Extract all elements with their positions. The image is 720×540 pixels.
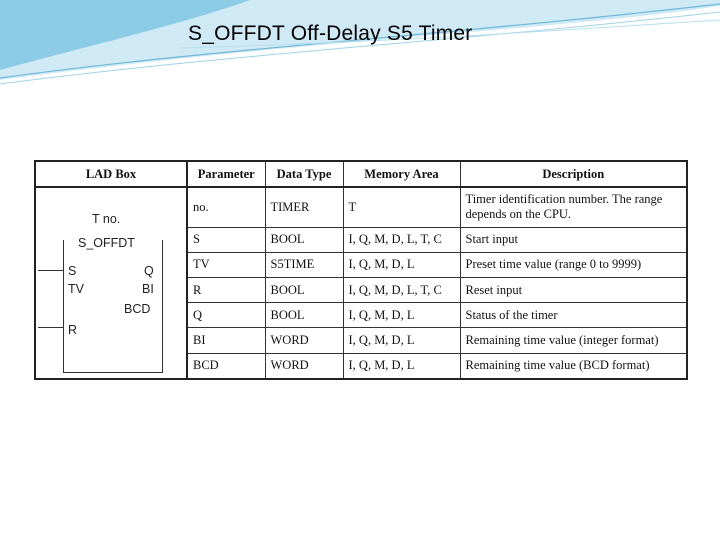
lad-timer-number: T no. bbox=[92, 212, 121, 226]
cell-memory-area: I, Q, M, D, L bbox=[343, 328, 460, 353]
cell-memory-area: I, Q, M, D, L bbox=[343, 303, 460, 328]
cell-data-type: S5TIME bbox=[265, 252, 343, 277]
cell-parameter: BI bbox=[187, 328, 265, 353]
header-memory-area: Memory Area bbox=[343, 161, 460, 187]
lad-pin-bcd: BCD bbox=[124, 302, 151, 316]
cell-memory-area: I, Q, M, D, L bbox=[343, 353, 460, 379]
cell-description: Status of the timer bbox=[460, 303, 687, 328]
cell-data-type: WORD bbox=[265, 353, 343, 379]
cell-memory-area: I, Q, M, D, L bbox=[343, 252, 460, 277]
header-data-type: Data Type bbox=[265, 161, 343, 187]
lad-box-cell bbox=[35, 187, 187, 379]
cell-memory-area: I, Q, M, D, L, T, C bbox=[343, 277, 460, 302]
cell-description: Remaining time value (integer format) bbox=[460, 328, 687, 353]
table-header-row bbox=[35, 161, 687, 187]
table-row bbox=[35, 187, 687, 227]
lad-pin-s: S bbox=[68, 264, 77, 278]
lad-diagram bbox=[36, 188, 186, 378]
cell-description: Reset input bbox=[460, 277, 687, 302]
cell-parameter: no. bbox=[187, 187, 265, 227]
cell-parameter: R bbox=[187, 277, 265, 302]
cell-data-type: WORD bbox=[265, 328, 343, 353]
header-description: Description bbox=[460, 161, 687, 187]
cell-description: Preset time value (range 0 to 9999) bbox=[460, 252, 687, 277]
cell-parameter: Q bbox=[187, 303, 265, 328]
cell-parameter: BCD bbox=[187, 353, 265, 379]
cell-data-type: BOOL bbox=[265, 277, 343, 302]
cell-description: Timer identification number. The range depends on the CPU. bbox=[460, 187, 687, 227]
lad-pin-r: R bbox=[68, 323, 78, 337]
header-parameter: Parameter bbox=[187, 161, 265, 187]
cell-description: Start input bbox=[460, 227, 687, 252]
cell-memory-area: T bbox=[343, 187, 460, 227]
cell-parameter: TV bbox=[187, 252, 265, 277]
lad-pin-bi: BI bbox=[142, 282, 154, 296]
cell-description: Remaining time value (BCD format) bbox=[460, 353, 687, 379]
lad-r-wire bbox=[38, 327, 63, 328]
cell-parameter: S bbox=[187, 227, 265, 252]
cell-memory-area: I, Q, M, D, L, T, C bbox=[343, 227, 460, 252]
parameter-table bbox=[34, 160, 688, 380]
lad-pin-q: Q bbox=[144, 264, 154, 278]
lad-pin-tv: TV bbox=[68, 282, 84, 296]
lad-block-name: S_OFFDT bbox=[78, 236, 135, 250]
lad-s-wire bbox=[38, 270, 63, 271]
cell-data-type: TIMER bbox=[265, 187, 343, 227]
slide-title: S_OFFDT Off-Delay S5 Timer bbox=[188, 22, 473, 45]
cell-data-type: BOOL bbox=[265, 227, 343, 252]
cell-data-type: BOOL bbox=[265, 303, 343, 328]
header-lad-box: LAD Box bbox=[35, 161, 187, 187]
